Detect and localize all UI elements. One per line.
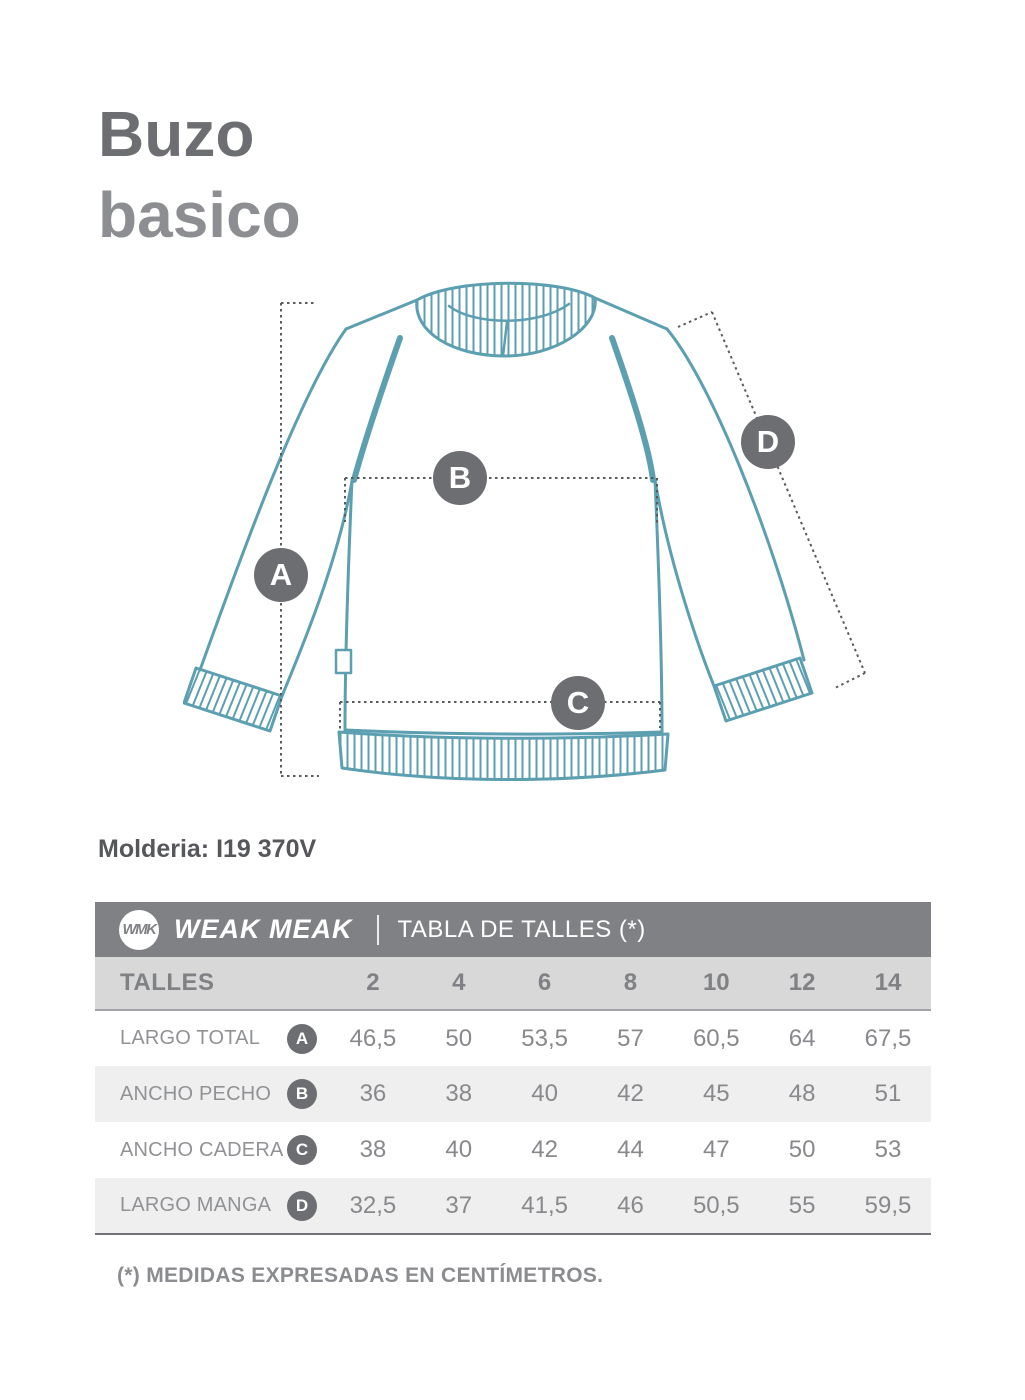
size-col-header: 10 [673,957,759,1010]
row-badge-a: A [287,1024,317,1054]
bar-divider [377,915,379,945]
table-title: TABLA DE TALLES (*) [397,915,646,943]
measure-d-tick-top [678,312,712,327]
cell-value: 51 [874,1080,902,1107]
measure-marker-c: C [551,676,605,730]
cell-value: 48 [788,1080,816,1107]
cell-value: 46,5 [349,1024,397,1052]
brand-bar [95,902,931,957]
row-badge-d: D [287,1191,317,1221]
measure-marker-a: A [254,548,308,602]
row-badge-b: B [287,1079,317,1109]
left-cuff [184,668,282,731]
row-label: ANCHO CADERA [120,1138,284,1161]
cell-value: 53,5 [521,1024,568,1052]
brand-name: WEAK MEAK [174,914,353,944]
cell-value: 37 [445,1191,473,1219]
cell-value: 38 [445,1080,473,1107]
cell-value: 36 [359,1080,387,1107]
measure-d-line [712,312,865,673]
cell-value: 32,5 [349,1191,397,1219]
cell-value: 38 [359,1136,387,1163]
cell-value: 55 [788,1191,816,1219]
cell-value: 50 [788,1136,816,1163]
cell-value: 47 [702,1136,730,1163]
table-row-largo-manga [95,1178,931,1234]
pattern-code: Molderia: I19 370V [98,835,317,863]
cell-value: 40 [531,1080,558,1107]
cell-value: 42 [617,1080,644,1107]
size-col-header: 6 [502,957,588,1010]
page-title [98,94,301,256]
cell-value: 40 [445,1136,473,1163]
size-table-block [95,902,931,1235]
row-label: LARGO MANGA [120,1194,272,1216]
cell-value: 53 [874,1136,902,1163]
cell-value: 45 [702,1080,730,1107]
garment-outline [184,283,812,779]
cell-value: 59,5 [864,1191,912,1219]
size-col-header: 2 [330,957,416,1010]
cell-value: 50 [445,1024,473,1052]
cell-value: 41,5 [521,1191,568,1219]
cell-value: 60,5 [692,1024,740,1052]
brand-logo-icon: WMK [119,910,159,950]
cell-value: 46 [617,1191,644,1219]
hem-band [339,732,668,780]
size-col-header: 8 [588,957,674,1010]
page-title-line2: basico [98,179,301,251]
body-left-side [345,480,352,730]
table-row-largo-total [95,1010,931,1066]
table-row-ancho-cadera [95,1122,931,1178]
left-shoulder [346,300,417,329]
measure-marker-d: D [741,415,795,469]
cell-value: 42 [531,1136,558,1163]
right-raglan-seam [612,338,653,480]
right-sleeve-inner [655,480,714,686]
size-header-label: TALLES [95,957,330,1010]
sweatshirt-drawing [183,272,883,802]
footnote: (*) MEDIDAS EXPRESADAS EN CENTÍMETROS. [117,1264,604,1287]
body-hem-top [345,730,662,734]
size-table [95,957,931,1235]
left-raglan-seam [354,338,400,480]
size-col-header: 12 [759,957,845,1010]
cell-value: 64 [788,1024,816,1052]
measure-marker-b: B [433,451,487,505]
garment-diagram [183,272,883,802]
size-col-header: 4 [416,957,502,1010]
row-label: LARGO TOTAL [120,1027,261,1049]
size-col-header: 14 [845,957,931,1010]
cell-value: 50,5 [692,1191,740,1219]
table-row-ancho-pecho [95,1066,931,1122]
measure-d-tick-bottom [833,673,865,689]
page-title-line1: Buzo [98,98,255,170]
row-badge-c: C [287,1135,317,1165]
side-tag [336,650,351,673]
row-label: ANCHO PECHO [120,1082,272,1105]
right-shoulder [595,298,667,329]
size-header-row [95,957,931,1010]
cell-value: 44 [617,1136,644,1163]
cell-value: 67,5 [864,1024,912,1052]
left-sleeve-outer [200,329,346,670]
right-cuff [714,658,812,721]
cell-value: 57 [617,1024,644,1052]
